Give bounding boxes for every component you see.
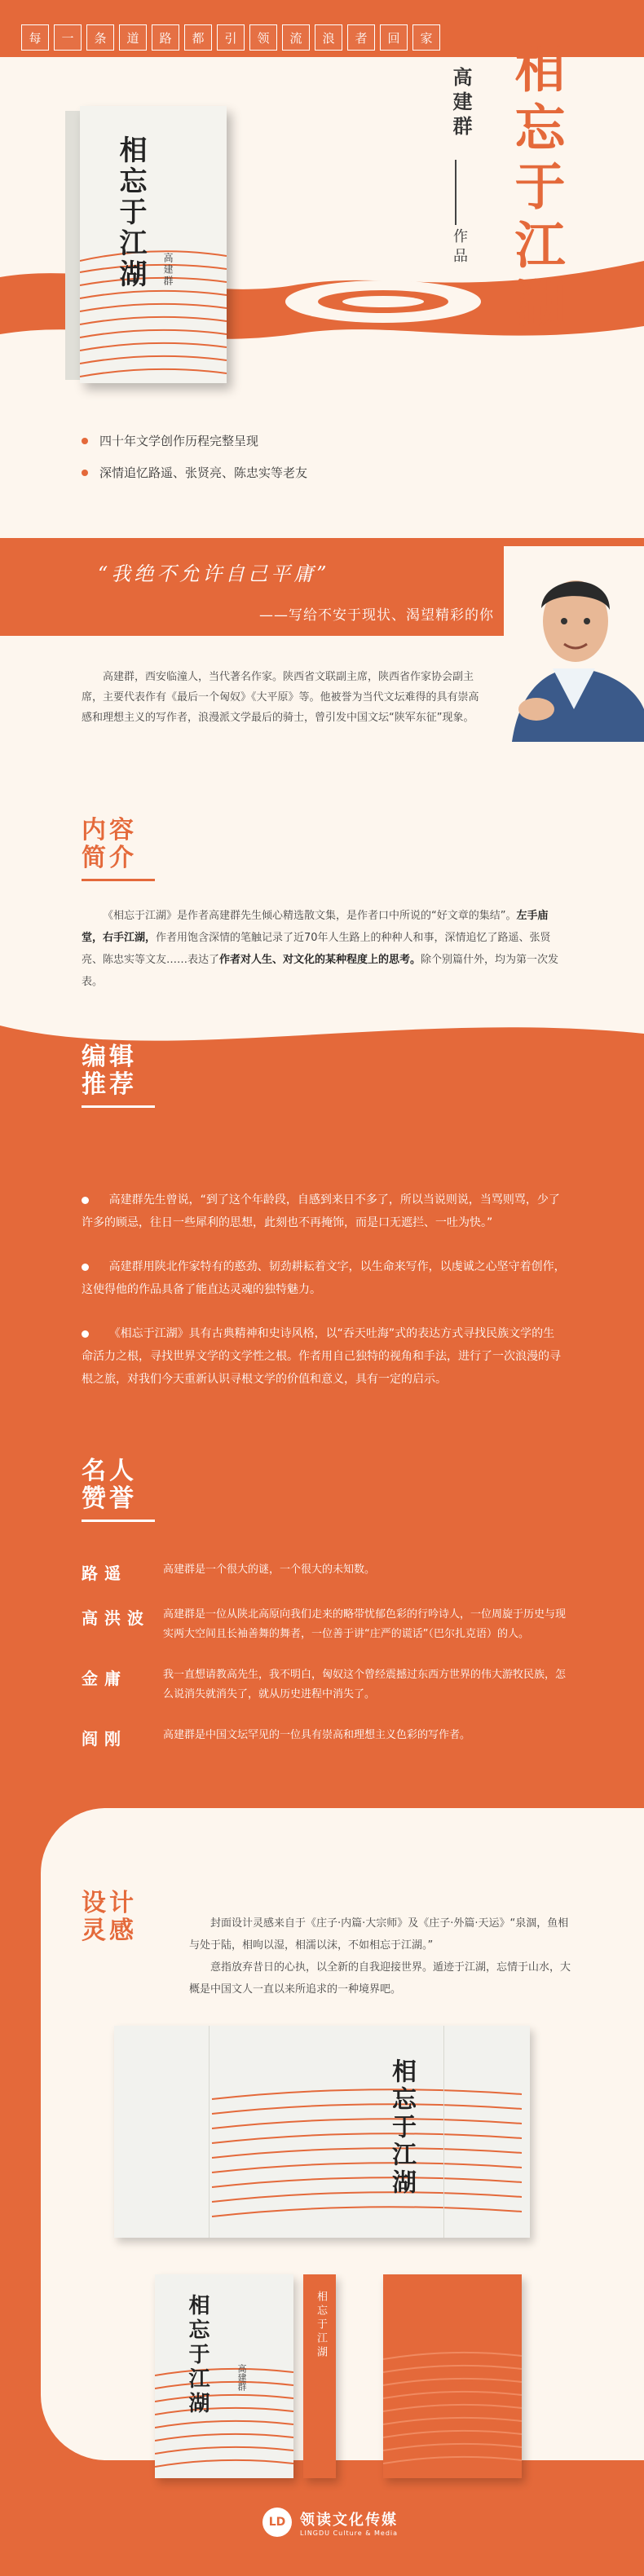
hardcover-mockup	[383, 2274, 522, 2478]
slogan-char: 道	[119, 24, 147, 51]
slogan-char: 都	[184, 24, 212, 51]
intro-heading	[82, 817, 137, 872]
slogan-char: 回	[380, 24, 408, 51]
praise-row	[82, 1726, 566, 1749]
design-text	[189, 1912, 572, 2000]
intro-text	[82, 905, 566, 993]
recommend-list	[82, 1189, 566, 1412]
slogan-char: 一	[54, 24, 82, 51]
bullet-item	[82, 464, 307, 481]
jacket-fold	[443, 2026, 444, 2238]
praise-underline	[82, 1520, 155, 1522]
bullet-dot	[82, 470, 88, 476]
recommend-underline	[82, 1105, 155, 1108]
book-spine	[65, 111, 80, 380]
design-paragraph: 意指放弃昔日的心执，以全新的自我迎接世界。遁迹于江湖，忘情于山水，大概是中国文人一直以来所追求的一种境界吧。	[189, 1961, 571, 1996]
praise-text: 高建群是一个很大的谜，一个很大的未知数。	[163, 1564, 376, 1576]
hero-section	[0, 42, 644, 538]
intro-part1: 《相忘于江湖》是作者高建群先生倾心精选散文集，是作者口中所说的“好文章的集结”。	[103, 910, 517, 922]
cover-author: 高建群	[162, 253, 174, 287]
praise-text: 高建群是中国文坛罕见的一位具有崇高和理想主义色彩的写作者。	[163, 1729, 471, 1741]
bullet-text: 四十年文学创作历程完整呈现	[99, 434, 259, 448]
author-bio: 高建群，西安临潼人，当代著名作家。陕西省文联副主席，陕西省作家协会副主席，主要代表作有《最后一个匈奴》《大平原》等。他被誉为当代文坛难得的具有崇高感和理想主义的写作者，浪漫派文学最后的骑士，曾引发中国文坛“陕军东征”现象。	[82, 671, 479, 724]
front-book-mockup	[155, 2274, 293, 2478]
bullet-text: 深情追忆路遥、张贤亮、陈忠实等老友	[99, 465, 308, 480]
slogan-char: 领	[249, 24, 277, 51]
slogan-char: 浪	[315, 24, 342, 51]
design-paragraph: 封面设计灵感来自于《庄子·内篇·大宗师》及《庄子·外篇·天运》“泉涸，鱼相与处于陆，相呴以湿，相濡以沫，不如相忘于江湖。”	[189, 1917, 569, 1952]
recommend-heading	[82, 1043, 137, 1099]
slogan-char: 引	[217, 24, 245, 51]
praise-row	[82, 1665, 566, 1705]
intro-part2: 作者用饱含深情的笔触记录了近70年人生路上的种种人和事，深情追忆了路遥、张贤亮、陈忠实等文友……表达了	[82, 932, 551, 966]
hero-bullets	[82, 432, 307, 496]
praise-name: 高洪波	[82, 1608, 150, 1628]
slogan-char: 家	[412, 24, 440, 51]
cover-stripes	[80, 245, 227, 383]
slogan-char: 路	[152, 24, 179, 51]
praise-row	[82, 1605, 566, 1644]
recommend-text: 《相忘于江湖》具有古典精神和史诗风格，以“吞天吐海”式的表达方式寻找民族文学的生命活力之根，寻找世界文学的文学性之根。作者用自己独特的视角和手法，进行了一次浪漫的寻根之旅，对我们今天重新认识寻根文学的价值和意义，具有一定的启示。	[82, 1327, 561, 1386]
praise-heading	[82, 1458, 137, 1513]
praise-list	[82, 1560, 566, 1771]
slogan-char: 每	[21, 24, 49, 51]
front-stripes	[155, 2364, 293, 2478]
bullet-item	[82, 432, 307, 449]
hero-work-label: 作品	[451, 228, 468, 267]
front-title: 相忘于江湖	[185, 2294, 210, 2416]
open-jacket-mockup	[114, 2026, 530, 2238]
praise-name: 阎刚	[82, 1729, 127, 1749]
intro-heading-line2: 简介	[82, 844, 137, 872]
intro-underline	[82, 879, 155, 881]
praise-text: 高建群是一位从陕北高原向我们走来的略带忧郁色彩的行吟诗人，一位周旋于历史与现实两大空间且长袖善舞的舞者，一位善于讲“庄严的谎话”（巴尔扎克语）的人。	[163, 1608, 567, 1640]
spine-mockup	[303, 2274, 336, 2478]
design-heading-line2: 灵感	[82, 1917, 137, 1945]
publisher-logo	[262, 2508, 398, 2537]
recommend-item	[82, 1255, 566, 1301]
praise-name: 金庸	[82, 1669, 127, 1688]
front-author: 高建群	[236, 2364, 247, 2391]
quote-text: “我绝不允许自己平庸”	[98, 562, 330, 585]
design-heading-line1: 设计	[82, 1889, 137, 1917]
hero-divider	[455, 160, 457, 225]
praise-text: 我一直想请教高先生，我不明白，匈奴这个曾经震撼过东西方世界的伟大游牧民族，怎么说消失就消失了，就从历史进程中消失了。	[163, 1669, 567, 1700]
intro-heading-line1: 内容	[82, 816, 137, 845]
slogan-char: 流	[282, 24, 310, 51]
intro-part3: 除个别篇什外，均为第一次发表。	[82, 954, 559, 988]
quote-subtitle: ——写给不安于现状、渴望精彩的你	[259, 607, 494, 624]
bullet-dot	[82, 1197, 89, 1204]
praise-heading-line2: 赞誉	[82, 1484, 137, 1513]
author-portrait	[504, 546, 644, 742]
jacket-fold	[209, 2026, 210, 2238]
recommend-heading-line2: 推荐	[82, 1070, 137, 1099]
logo-text	[300, 2508, 398, 2537]
slogan-char: 者	[347, 24, 375, 51]
book-cover-3d	[65, 106, 228, 383]
logo-cn: 领读文化传媒	[300, 2511, 398, 2529]
design-heading	[82, 1890, 137, 1945]
jacket-stripes	[114, 2075, 530, 2238]
book-front	[80, 106, 227, 383]
logo-en: LINGDU Culture & Media	[300, 2529, 399, 2537]
recommend-text: 高建群用陕北作家特有的憨劲、韧劲耕耘着文字，以生命来写作，以虔诚之心坚守着创作，这使得他的作品具备了能直达灵魂的独特魅力。	[82, 1260, 566, 1296]
praise-name: 路遥	[82, 1564, 127, 1583]
cover-title: 相忘于江湖	[114, 135, 147, 290]
spine-title: 相忘于江湖	[315, 2291, 327, 2360]
slogan-row	[21, 24, 440, 51]
jacket-title: 相忘于江湖	[387, 2058, 416, 2197]
hero-author: 高建群	[449, 67, 473, 140]
recommend-text: 高建群先生曾说，“到了这个年龄段，自感到来日不多了，所以当说则说，当骂则骂，少了许多的顾忌，往日一些犀利的思想，此刻也不再掩饰，而是口无遮拦、一吐为快。”	[82, 1193, 560, 1229]
praise-heading-line1: 名人	[82, 1457, 137, 1485]
hardcover-stripes	[383, 2348, 522, 2478]
slogan-char: 条	[86, 24, 114, 51]
logo-icon: LD	[262, 2508, 292, 2537]
bullet-dot	[82, 1330, 89, 1338]
bullet-dot	[82, 1264, 89, 1271]
intro-bold1: 左手庙堂，右手江湖，	[82, 910, 549, 944]
recommend-heading-line1: 编辑	[82, 1043, 137, 1071]
intro-bold2: 作者对人生、对文化的某种程度上的思考。	[219, 954, 421, 966]
praise-row	[82, 1560, 566, 1584]
hero-title: 相忘于江湖	[506, 42, 566, 336]
recommend-item	[82, 1322, 566, 1391]
bullet-dot	[82, 438, 88, 444]
recommend-item	[82, 1189, 566, 1234]
